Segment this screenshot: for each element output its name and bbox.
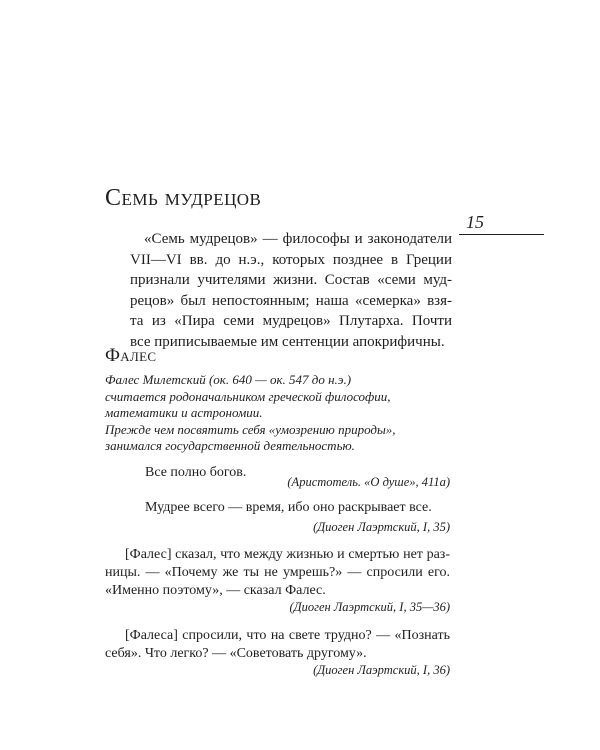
quote <box>105 499 450 517</box>
page-number: 15 <box>466 212 484 232</box>
quote <box>105 627 450 663</box>
bio-line: Фалес Милетский (ок. 640 — ок. 547 до н.э.) <box>105 372 352 387</box>
quote-source: (Диоген Лаэртский, I, 35) <box>313 520 450 534</box>
biography <box>105 372 435 455</box>
quote-source: (Диоген Лаэртский, I, 35—36) <box>289 600 450 614</box>
bio-line: Прежде чем посвятить себя «умозрению природы», <box>105 421 396 437</box>
intro-line: все приписываемые им сентенции апокрифичны. <box>130 333 445 350</box>
bio-line: считается родоначальником греческой философии, <box>105 388 391 404</box>
quote-line: Все полно богов. <box>145 465 247 480</box>
bio-line: занимался государственной деятельностью. <box>105 438 355 453</box>
quote-source: (Диоген Лаэртский, I, 36) <box>313 663 450 677</box>
quote-line: «Именно поэтому», — сказал Фалес. <box>105 583 326 598</box>
intro-line: признали учителями жизни. Состав «семи муд- <box>130 272 452 288</box>
intro-line: «Семь мудрецов» — философы и законодатели <box>144 231 452 247</box>
bio-line: математики и астрономии. <box>105 405 263 420</box>
quote-line: [Фалеса] спросили, что на свете трудно? — «Познать <box>125 628 450 643</box>
quote-line: Мудрее всего — время, ибо оно раскрывает все. <box>145 500 432 515</box>
quote <box>105 546 450 600</box>
quote-line: себя». Что легко? — «Советовать другому». <box>105 646 367 661</box>
intro-line: VII—VI вв. до н.э., которых позднее в Греции <box>130 251 452 268</box>
quote-source: (Аристотель. «О душе», 411а) <box>287 475 450 489</box>
intro-line: та из «Пира семи мудрецов» Плутарха. Почти <box>130 313 452 329</box>
chapter-title: Семь мудрецов <box>105 185 262 211</box>
intro-paragraph <box>130 229 452 352</box>
quote-line: ницы. — «Почему же ты не умрешь?» — спросили его. <box>105 565 450 580</box>
section-title: Фалес <box>105 345 157 366</box>
intro-line: рецов» был непостоянным; наша «семерка» взя- <box>130 292 452 309</box>
quote-line: [Фалес] сказал, что между жизнью и смертью нет раз- <box>125 547 450 562</box>
page-number-rule <box>459 234 544 235</box>
